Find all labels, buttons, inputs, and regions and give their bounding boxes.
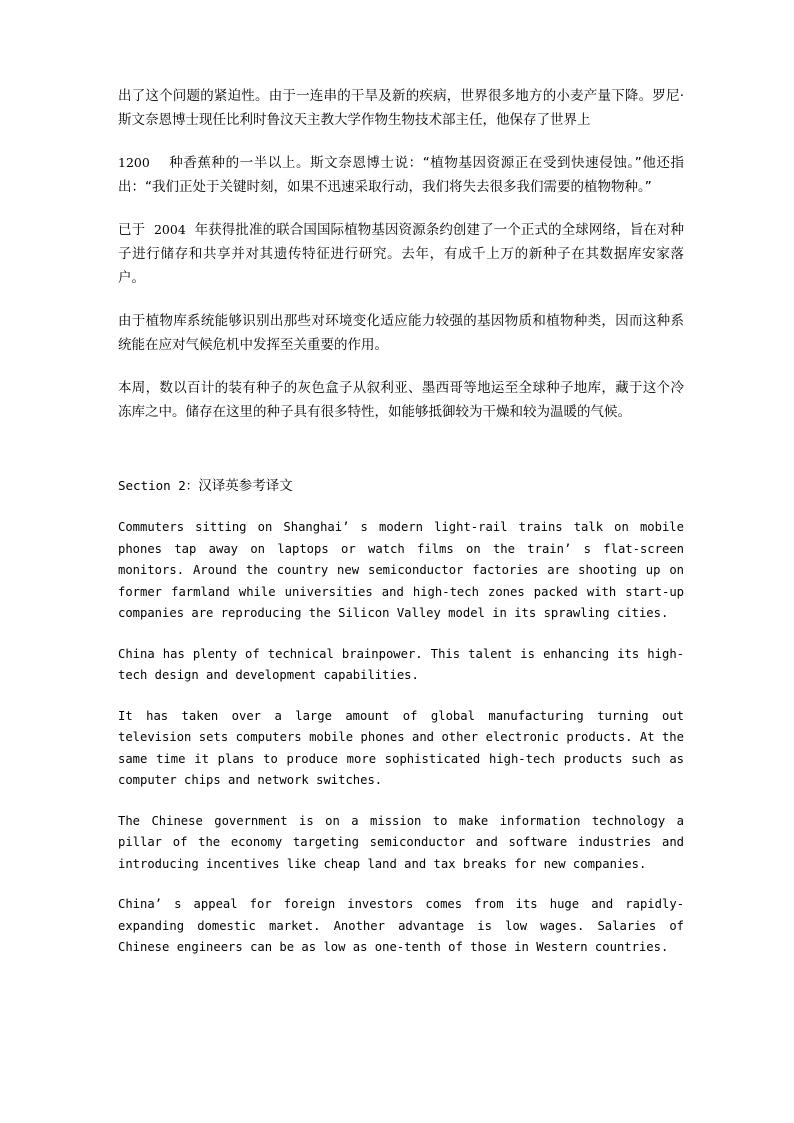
chinese-paragraph-5: 本周，数以百计的装有种子的灰色盒子从叙利亚、墨西哥等地运至全球种子地库，藏于这个冷冻库之中。储存在这里的种子具有很多特性，如能够抵御较为干燥和较为温暖的气候。: [118, 380, 684, 420]
treaty-year-prefix: 已于: [118, 222, 146, 238]
chinese-paragraph-3: [118, 218, 684, 290]
chinese-paragraph-2-text: 种香蕉种的一半以上。斯文奈恩博士说：“植物基因资源正在受到快速侵蚀。”他还指出：“我们正处于关键时刻，如果不迅速采取行动，我们将失去很多我们需要的植物物种。”: [118, 155, 684, 195]
chinese-paragraph-2: [118, 151, 684, 199]
chinese-paragraph-4: 由于植物库系统能够识别出那些对环境变化适应能力较强的基因物质和植物种类，因而这种系统能在应对气候危机中发挥至关重要的作用。: [118, 313, 684, 353]
english-paragraph-3: It has taken over a large amount of global manufacturing turning out television sets computers mobile phones and other electronic products. At the same time it plans to produce more sophisticated high-tech products such as computer chips and network switches.: [118, 708, 684, 787]
english-paragraph-5: China’ s appeal for foreign investors comes from its huge and rapidly-expanding domestic market. Another advantage is low wages. Salaries of Chinese engineers can be as low as one-tenth of those in Western countries.: [118, 897, 684, 954]
section-spacer: [118, 443, 684, 475]
english-paragraph-1: Commuters sitting on Shanghai’ s modern light-rail trains talk on mobile phones tap away on laptops or watch films on the train’ s flat-screen monitors. Around the country new semiconductor factories are shooting up on former farmland while universities and high-tech zones packed with start-up companies are reproducing the Silicon Valley model in its sprawling cities.: [118, 520, 684, 620]
section-heading: [118, 475, 684, 497]
document-body: [118, 84, 684, 959]
chinese-paragraph-1: 出了这个问题的紧迫性。由于一连串的干旱及新的疾病，世界很多地方的小麦产量下降。罗尼·斯文奈恩博士现任比利时鲁汶天主教大学作物生物技术部主任，他保存了世界上: [118, 88, 684, 128]
treaty-year: 2004: [153, 222, 186, 237]
section-heading-cjk: 汉译英参考译文: [198, 478, 293, 494]
banana-variety-count: 1200: [118, 155, 150, 170]
chinese-paragraph-3-text: 年获得批准的联合国国际植物基因资源条约创建了一个正式的全球网络，旨在对种子进行储存和共享并对其遗传特征进行研究。去年，有成千上万的新种子在其数据库安家落户。: [118, 222, 684, 286]
english-paragraph-4: The Chinese government is on a mission to make information technology a pillar of the economy targeting semiconductor and software industries and introducing incentives like cheap land and tax breaks for new companies.: [118, 813, 684, 871]
english-paragraph-2: China has plenty of technical brainpower. This talent is enhancing its high-tech design and development capabilities.: [118, 646, 684, 682]
section-heading-latin: Section 2：: [118, 478, 199, 493]
